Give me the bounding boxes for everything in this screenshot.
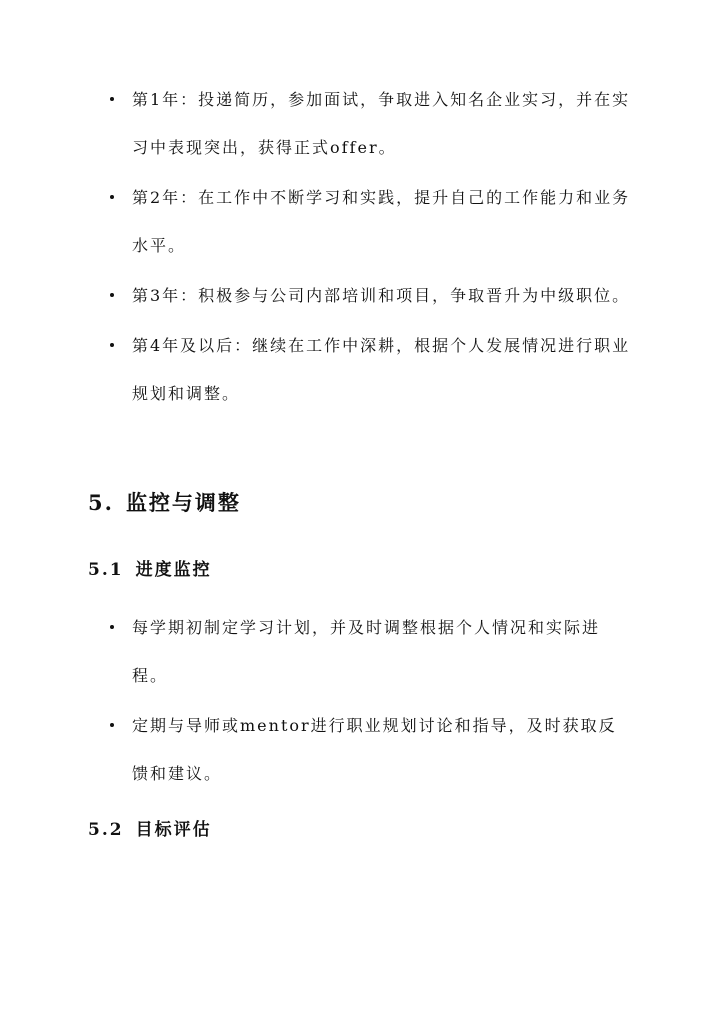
list-item xyxy=(0,174,720,270)
subsection-title: 进度监控 xyxy=(135,560,212,580)
subsection-number: 5.2 xyxy=(88,820,124,840)
bullet-icon xyxy=(110,293,114,297)
list-item xyxy=(0,322,720,418)
list-item-text: 每学期初制定学习计划，并及时调整根据个人情况和实际进程。 xyxy=(132,618,601,685)
list-item-text: 第4年及以后：继续在工作中深耕，根据个人发展情况进行职业规划和调整。 xyxy=(132,336,631,403)
list-item-text: 第2年：在工作中不断学习和实践，提升自己的工作能力和业务水平。 xyxy=(132,188,631,255)
progress-monitoring-list xyxy=(0,604,720,798)
bullet-icon xyxy=(110,343,114,347)
bullet-icon xyxy=(110,195,114,199)
yearly-plan-list xyxy=(0,76,720,418)
subsection-heading xyxy=(88,555,212,580)
bullet-icon xyxy=(110,625,114,629)
list-item xyxy=(0,702,720,798)
list-item xyxy=(0,76,720,172)
subsection-title: 目标评估 xyxy=(135,820,212,840)
section-number: 5. xyxy=(88,490,114,515)
subsection-heading xyxy=(88,815,212,840)
subsection-number: 5.1 xyxy=(88,560,124,580)
list-item-text: 定期与导师或mentor进行职业规划讨论和指导，及时获取反馈和建议。 xyxy=(132,716,617,783)
bullet-icon xyxy=(110,723,114,727)
list-item xyxy=(0,604,720,700)
list-item-text: 第1年：投递简历，参加面试，争取进入知名企业实习，并在实习中表现突出，获得正式offer。 xyxy=(132,90,631,157)
bullet-icon xyxy=(110,97,114,101)
list-item xyxy=(0,272,720,320)
list-item-text: 第3年：积极参与公司内部培训和项目，争取晋升为中级职位。 xyxy=(132,286,631,305)
section-title: 监控与调整 xyxy=(125,490,241,515)
section-heading xyxy=(88,487,241,517)
